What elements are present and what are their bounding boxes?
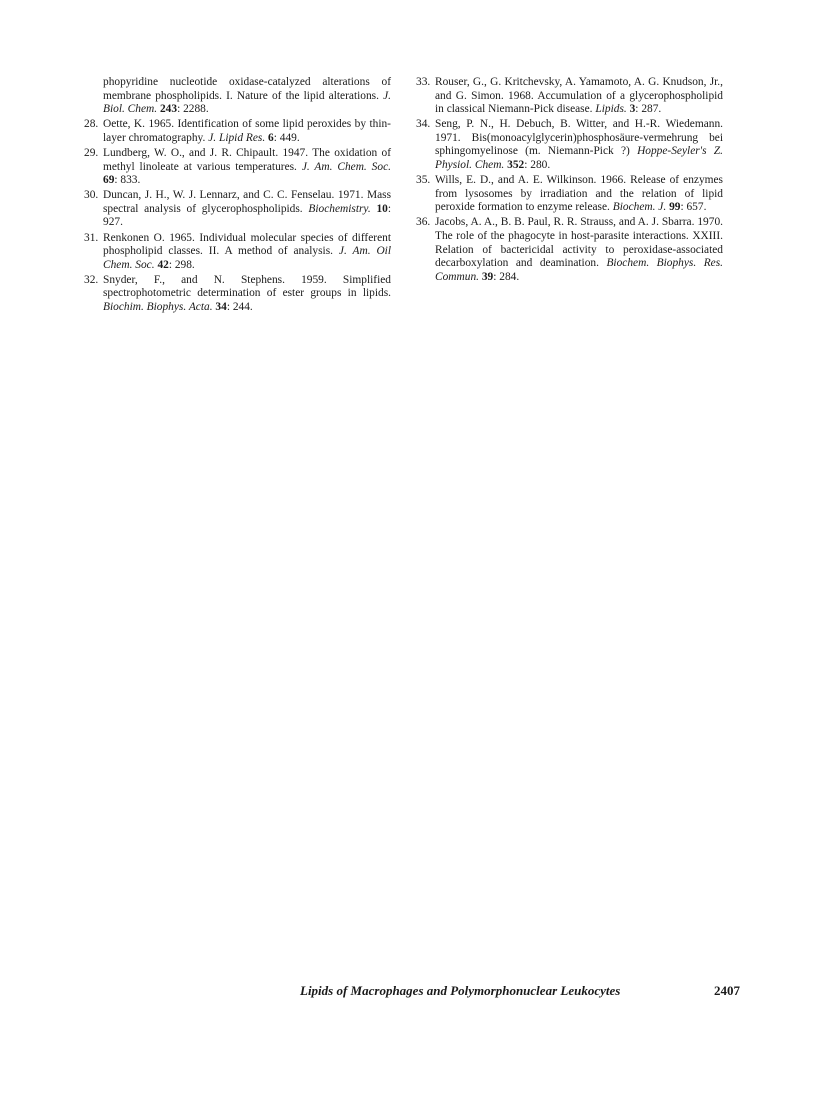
reference-title: The oxidation of methyl linoleate at various temperatures. — [103, 146, 392, 173]
reference-number: 33. — [416, 76, 431, 88]
reference-year: 1971. — [337, 189, 364, 202]
reference-volume: 99 — [669, 201, 681, 214]
references-right-column — [418, 76, 723, 286]
reference-year: 1970. — [697, 216, 723, 229]
reference-volume: 3 — [629, 103, 636, 116]
reference-journal: Biochim. Biophys. Acta. — [103, 301, 213, 313]
reference-pages: 244. — [232, 301, 253, 313]
reference-number: 35. — [416, 174, 431, 187]
reference-journal: Hoppe-Seyler's Z. Physiol. Chem. — [435, 145, 723, 172]
reference-year: 1965. — [169, 231, 195, 244]
reference-volume: 39 — [481, 270, 494, 283]
reference-journal: J. Biol. Chem. — [103, 89, 391, 116]
page-footer — [300, 983, 740, 999]
reference-authors: Seng, P. N., H. Debuch, B. Witter, and H.-R. Wiedemann. — [435, 118, 723, 131]
reference-title: The role of the phagocyte in host-parasite interactions. XXIII. Relation of bactericidal activity to peroxidase-associated decarboxylation and deamination. — [435, 230, 723, 270]
reference-title: Bis(monoacylglycerin)phosphosäure-vermehrung bei sphingomyelinose (m. Niemann-Pick ?) — [435, 131, 723, 158]
reference-title: Release of enzymes from lysosomes by irradiation and the relation of lipid peroxide formation to enzyme release. — [435, 174, 723, 214]
reference-volume: 42 — [157, 258, 169, 271]
page-number: 2407 — [714, 983, 740, 998]
reference-number: 32. — [84, 273, 99, 286]
reference-authors: Rouser, G., G. Kritchevsky, A. Yamamoto, A. G. Knudson, Jr., and G. Simon. — [435, 76, 723, 102]
reference-journal: J. Lipid Res. — [208, 131, 266, 144]
reference-journal: J. Am. Oil Chem. Soc. — [103, 245, 391, 271]
reference-entry: 30. Duncan, J. H., W. J. Lennarz, and C. C. Fenselau. 1971. Mass spectral analysis of glycerophospholipids. Biochemistry. 10: 927. — [84, 189, 392, 229]
reference-entry: 29. Lundberg, W. O., and J. R. Chipault. 1947. The oxidation of methyl linoleate at various temperatures. J. Am. Chem. Soc. 69: 833. — [84, 146, 392, 187]
reference-volume: 69 — [103, 174, 115, 187]
reference-title: Identification of some lipid peroxides by thin-layer chromatography. — [103, 118, 391, 144]
references-left-column — [86, 76, 391, 316]
reference-journal: Biochemistry. — [308, 202, 371, 215]
reference-volume: 243 — [159, 103, 178, 116]
reference-entry: 34. Seng, P. N., H. Debuch, B. Witter, and H.-R. Wiedemann. 1971. Bis(monoacylglycerin)phosphosäure-vermehrung bei sphingomyelinose (m. Niemann-Pick ?) Hoppe-Seyler's Z. Physiol. Chem. 352: 280. — [416, 118, 723, 172]
reference-volume: 352 — [507, 159, 525, 172]
reference-entry: 28. Oette, K. 1965. Identification of some lipid peroxides by thin-layer chromatography. J. Lipid Res. 6: 449. — [84, 118, 391, 144]
reference-number: 29. — [84, 146, 99, 159]
reference-entry: 35. Wills, E. D., and A. E. Wilkinson. 1966. Release of enzymes from lysosomes by irradiation and the relation of lipid peroxide formation to enzyme release. Biochem. J. 99: 657. — [416, 174, 723, 214]
reference-authors: Jacobs, A. A., B. B. Paul, R. R. Strauss, and A. J. Sbarra. — [435, 216, 695, 229]
reference-entry: 31. Renkonen O. 1965. Individual molecular species of different phospholipid classes. II. A method of analysis. J. Am. Oil Chem. Soc. 42: 298. — [84, 231, 391, 271]
reference-entry: 36. Jacobs, A. A., B. B. Paul, R. R. Strauss, and A. J. Sbarra. 1970. The role of the phagocyte in host-parasite interactions. XXIII. Relation of bactericidal activity to peroxidase-associated decarboxylation and deamination. Biochem. Biophys. Res. Commun. 39: 284. — [416, 216, 723, 283]
reference-title: Simplified spectrophotometric determination of ester groups in lipids. — [103, 273, 391, 300]
reference-title: Mass spectral analysis of glycerophospholipids. — [103, 189, 392, 215]
reference-journal: Biochem. Biophys. Res. Commun. — [435, 257, 723, 283]
reference-entry: phopyridine nucleotide oxidase-catalyzed alterations of membrane phospholipids. I. Nature of the lipid alterations. J. Biol. Chem. 243: 2288. — [103, 76, 391, 116]
reference-journal: J. Am. Chem. Soc. — [301, 160, 391, 173]
reference-title: Accumulation of a glycerophospholipid in classical Niemann-Pick disease. — [435, 89, 724, 116]
reference-volume: 34 — [215, 301, 227, 313]
reference-authors: Wills, E. D., and A. E. Wilkinson. — [435, 174, 597, 187]
reference-authors: Oette, K. — [103, 118, 146, 131]
reference-volume: 10 — [376, 202, 388, 215]
reference-pages: 298. — [174, 258, 195, 271]
reference-number: 30. — [84, 189, 99, 202]
reference-year: 1968. — [508, 89, 534, 102]
reference-year: 1966. — [600, 174, 627, 187]
reference-number: 36. — [416, 216, 431, 229]
reference-pages: 287. — [641, 103, 662, 116]
reference-pages: 449. — [279, 131, 300, 144]
reference-title: phopyridine nucleotide oxidase-catalyzed alterations of membrane phospholipids. I. Nature of the lipid alterations. — [103, 76, 391, 102]
reference-pages: 280. — [530, 159, 551, 172]
running-title: Lipids of Macrophages and Polymorphonuclear Leukocytes — [300, 983, 621, 998]
reference-year: 1947. — [282, 146, 309, 159]
reference-pages: 284. — [499, 270, 520, 283]
reference-pages: 833. — [120, 174, 141, 187]
reference-authors: Snyder, F., and N. Stephens. — [103, 273, 285, 286]
reference-authors: Renkonen O. — [103, 231, 165, 244]
reference-entry: 33. Rouser, G., G. Kritchevsky, A. Yamamoto, A. G. Knudson, Jr., and G. Simon. 1968. Accumulation of a glycerophospholipid in classical Niemann-Pick disease. Lipids. 3: 287. — [416, 76, 724, 116]
reference-entry: 32. Snyder, F., and N. Stephens. 1959. Simplified spectrophotometric determination of ester groups in lipids. Biochim. Biophys. Acta. 34: 244. — [84, 273, 391, 313]
reference-number: 34. — [416, 118, 431, 131]
reference-year: 1971. — [435, 131, 461, 144]
reference-number: 31. — [84, 231, 99, 244]
reference-year: 1965. — [148, 118, 175, 131]
reference-journal: Lipids. — [595, 103, 627, 116]
reference-pages: 927. — [103, 216, 123, 229]
reference-pages: 2288. — [183, 103, 209, 116]
reference-number: 28. — [84, 118, 99, 131]
reference-journal: Biochem. J. — [612, 201, 667, 214]
reference-pages: 657. — [686, 201, 707, 214]
reference-authors: Duncan, J. H., W. J. Lennarz, and C. C. Fenselau. — [103, 189, 335, 202]
reference-title: Individual molecular species of different phospholipid classes. II. A method of analysis. — [103, 231, 391, 258]
reference-year: 1959. — [301, 273, 327, 286]
reference-authors: Lundberg, W. O., and J. R. Chipault. — [103, 146, 279, 159]
reference-volume: 6 — [268, 131, 274, 144]
